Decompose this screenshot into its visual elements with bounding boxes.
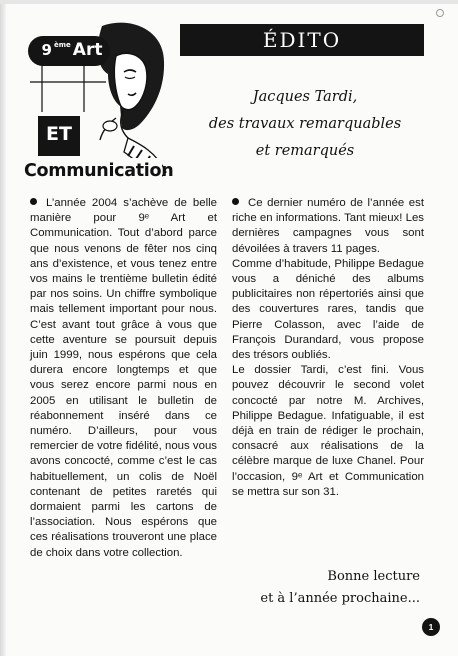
page-number: 1	[428, 622, 434, 632]
signoff-line-2: et à l’année prochaine...	[260, 591, 420, 606]
right-paragraph-1	[232, 196, 424, 257]
right-paragraph-1-text: Ce dernier numéro de l’année est riche en informations. Tant mieux! Les dernières campagnes vous sont dévoilées à travers 11 pages.	[232, 197, 424, 255]
logo-superscript: ème	[53, 41, 71, 49]
signoff	[260, 566, 420, 610]
association-logo	[24, 20, 174, 190]
headline-line-3: et remarqués	[255, 143, 355, 159]
registration-mark-icon	[436, 9, 444, 17]
right-paragraph-3: Le dossier Tardi, c’est fini. Vous pouvez découvrir le second volet concocté par notre M. Archives, Philippe Bedague. Infatiguable, il est déjà en train de rédiger le prochain, consacré aux réalisations de la célèbre marque de luxe Chanel. Pour l’occasion, 9ᵉ Art et Communication se mettra sur son 31.	[232, 364, 424, 498]
headline-line-2: des travaux remarquables	[208, 116, 402, 132]
bullet-icon	[30, 198, 37, 205]
right-paragraph-2: Comme d’habitude, Philippe Bedague vous a déniché des albums publicitaires non répertoriés ainsi que des couvertures rares, tandis que Pierre Colasson, avec l’aide de François Durandard, vous propose des trésors oubliés.	[232, 257, 424, 362]
logo-9: 9	[41, 41, 52, 59]
bullet-icon	[232, 198, 239, 205]
left-paragraph-text: L’année 2004 s’achève de belle manière pour 9ᵉ Art et Communication. Tout d’abord parce que nous venons de fêter nos cinq ans d’existence, et vous tenez entre vos mains le trentième bulletin édité par nos soins. Un chiffre symbolique mais tellement important pour nous. C’est avant tout grâce à vous que cette aventure se poursuit depuis juin 1999, nous espérons que cela durera encore longtemps et que vous serez encore parmi nous en 2005 en utilisant le bulletin de réabonnement inséré dans ce numéro. D’ailleurs, pour vous remercier de votre fidélité, nous vous avons concocté, comme c’est le cas habituellement, un colis de Noël contenant de petites raretés qui dormaient parmi les cartons de l’association. Nous espérons que ces réalisations trouveront une place de choix dans votre collection.	[30, 197, 217, 559]
edito-banner	[180, 24, 424, 56]
banner-title: ÉDITO	[262, 28, 342, 52]
left-paragraph	[30, 196, 217, 561]
headline-line-1: Jacques Tardi,	[252, 89, 358, 105]
page-number-badge	[422, 618, 440, 636]
headline	[180, 84, 430, 165]
left-column	[30, 196, 217, 561]
scan-edge-top	[0, 0, 458, 4]
logo-art-word: Art	[72, 40, 103, 60]
logo-9e-art	[34, 40, 110, 62]
right-column	[232, 196, 424, 500]
signoff-line-1: Bonne lecture	[327, 569, 420, 584]
logo-et: ET	[46, 123, 72, 145]
logo-communication: Communication	[24, 161, 174, 181]
scan-edge	[0, 0, 6, 656]
